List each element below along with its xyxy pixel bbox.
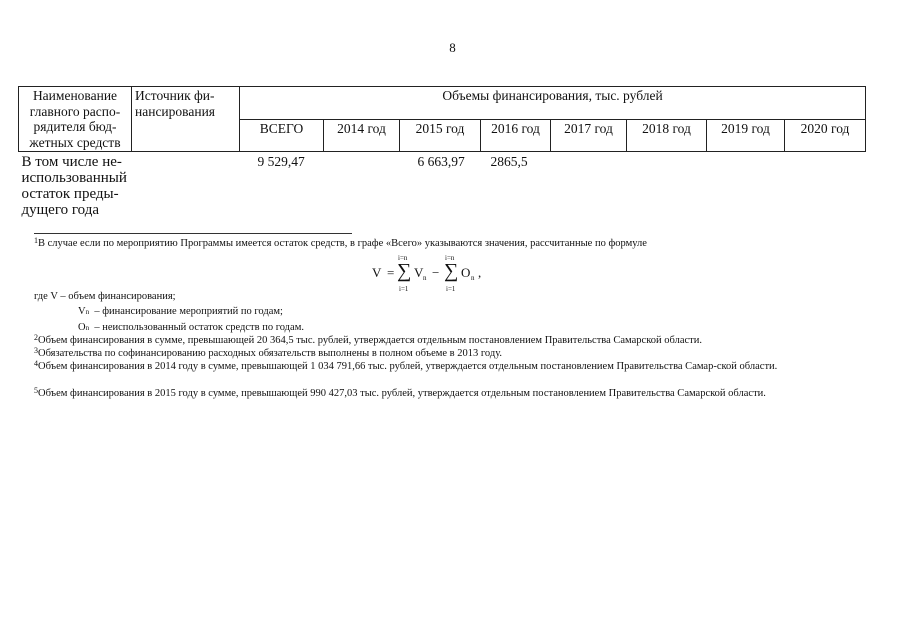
formula-equals: = <box>387 265 395 280</box>
footnote-mark: 3 <box>34 346 38 355</box>
header-year-2017: 2017 год <box>551 119 627 152</box>
table-row <box>19 152 866 221</box>
formula-term-o: O <box>461 265 471 280</box>
row-2018 <box>627 152 707 221</box>
on-sub: n <box>85 324 90 332</box>
footnote-text: Объем финансирования в сумме, превышающей 20 364,5 тыс. рублей, утверждается отдельным постановлением Правительства Самарской области. <box>38 335 702 346</box>
formula-sum-1: ∑ <box>397 260 412 282</box>
row-2015: 6 663,97 <box>417 154 465 169</box>
formula-term-v: V <box>414 265 424 280</box>
financing-table <box>18 86 866 220</box>
header-year-2016: 2016 год <box>481 119 551 152</box>
footnote-text: В случае если по мероприятию Программы имеется остаток средств, в графе «Всего» указываются значения, рассчитанные по формуле <box>38 238 647 249</box>
header-name: Наименование главного распо-рядителя бюд-жетных средств <box>19 87 132 152</box>
footnote-mark: 1 <box>34 236 38 245</box>
row-2016: 2865,5 <box>490 154 528 169</box>
footnote-text: Объем финансирования в 2014 году в сумме, превышающей 1 034 791,66 тыс. рублей, утверждается отдельным постановлением Правительства Самар-ской области. <box>38 361 778 372</box>
footnote-text: Обязательства по софинансированию расходных обязательств выполнены в полном объеме в 2013 году. <box>38 348 503 359</box>
footnote-mark: 5 <box>34 386 38 395</box>
header-year-2019: 2019 год <box>707 119 785 152</box>
on-line <box>78 321 304 335</box>
footnote-2 <box>34 334 854 347</box>
row-total: 9 529,47 <box>257 154 305 169</box>
row-name: В том числе не-использованный остаток преды-дущего года <box>21 154 127 218</box>
formula-upper-2: i=n <box>445 254 455 262</box>
row-2017 <box>551 152 627 221</box>
formula-lower-1: i=1 <box>399 285 409 293</box>
on-symbol: O <box>78 322 86 333</box>
formula-upper-1: i=n <box>398 254 408 262</box>
row-source <box>132 152 240 221</box>
page-number: 8 <box>449 40 456 55</box>
header-row-top <box>19 87 866 120</box>
header-volumes: Объемы финансирования, тыс. рублей <box>240 87 866 120</box>
vn-symbol: V <box>78 306 86 317</box>
footnote-5 <box>34 387 852 400</box>
formula-sub-o: n <box>471 274 475 282</box>
header-year-2020: 2020 год <box>785 119 866 152</box>
formula-sum-2: ∑ <box>444 260 459 282</box>
formula <box>368 252 488 292</box>
formula-minus: − <box>432 265 440 280</box>
header-year-2018: 2018 год <box>627 119 707 152</box>
vn-sub: n <box>85 308 90 316</box>
header-year-2015: 2015 год <box>400 119 481 152</box>
row-2019 <box>707 152 785 221</box>
formula-lower-2: i=1 <box>446 285 456 293</box>
header-source: Источник фи-нансирования <box>132 87 240 152</box>
formula-sub-v: n <box>423 274 427 282</box>
header-year-2014: 2014 год <box>324 119 400 152</box>
vn-text: – финансирование мероприятий по годам; <box>94 306 283 317</box>
row-2020 <box>785 152 866 221</box>
footnote-text: Объем финансирования в 2015 году в сумме, превышающей 990 427,03 тыс. рублей, утверждается отдельным постановлением Правительства Самарской области. <box>38 388 766 399</box>
header-total: ВСЕГО <box>240 119 324 152</box>
footnote-separator <box>34 233 352 234</box>
where-v-line: где V – объем финансирования; <box>34 291 176 302</box>
vn-line <box>78 305 283 319</box>
on-text: – неиспользованный остаток средств по годам. <box>94 322 304 333</box>
footnote-mark: 2 <box>34 333 38 342</box>
formula-lhs: V <box>372 265 382 280</box>
formula-comma: , <box>478 265 482 280</box>
footnote-1 <box>34 237 854 250</box>
footnote-mark: 4 <box>34 359 38 368</box>
row-2014 <box>324 152 400 221</box>
footnote-4 <box>34 360 852 373</box>
footnote-3 <box>34 347 854 360</box>
